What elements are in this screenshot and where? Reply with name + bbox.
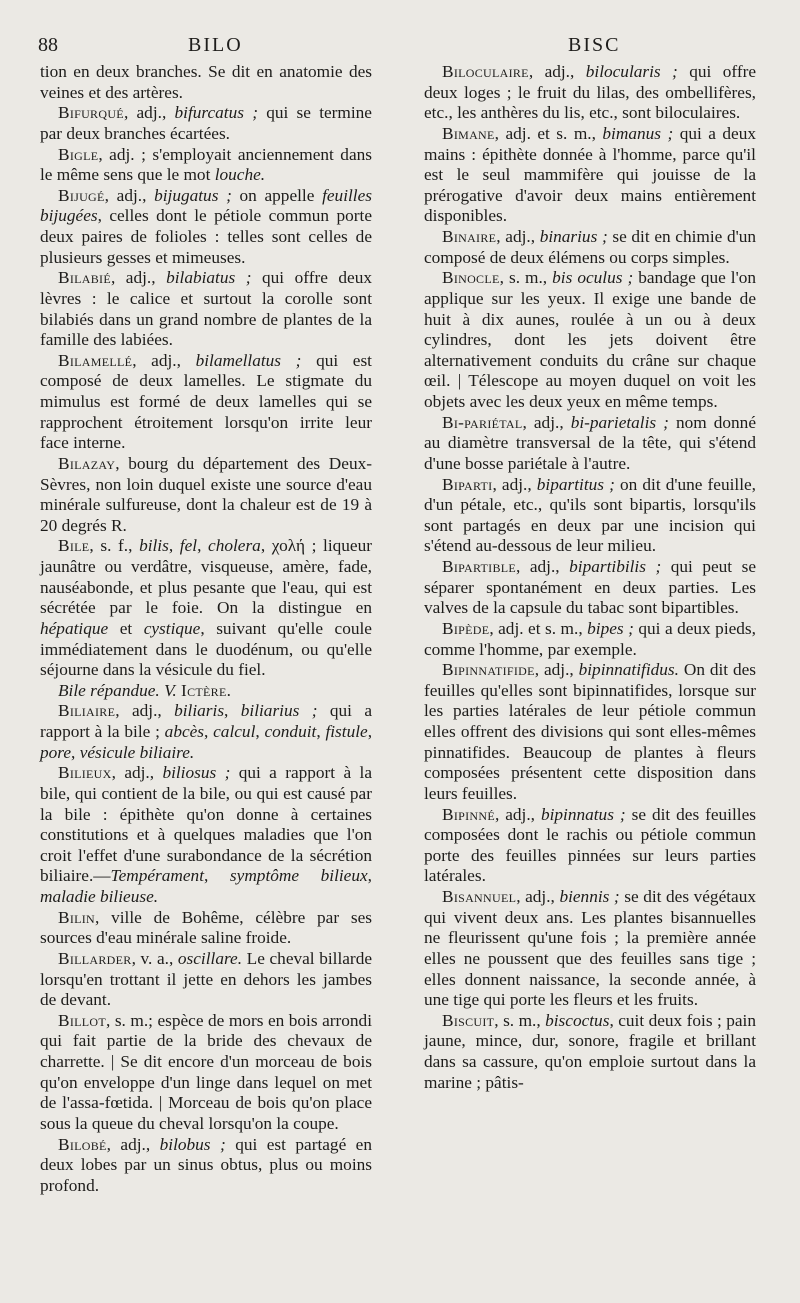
- entry-headword: Billarder: [58, 948, 132, 968]
- entry-italic-text: fel: [179, 536, 198, 556]
- entry-text: ,: [255, 722, 265, 741]
- entry-italic-text: bifurcatus ;: [174, 103, 258, 123]
- entry-italic-text: louche.: [214, 165, 266, 185]
- entry-headword: Bilazay: [58, 453, 116, 473]
- dictionary-entry: [424, 124, 756, 227]
- entry-text: , adj. et s. m.,: [489, 618, 588, 638]
- dictionary-entry: [424, 268, 756, 412]
- entry-italic-text: bilocularis ;: [585, 62, 678, 81]
- entry-headword: Bijugé: [58, 185, 105, 205]
- entry-headword: Binocle: [442, 268, 500, 288]
- entry-text: , adj.,: [522, 412, 571, 432]
- entry-italic-text: bipes ;: [587, 618, 634, 638]
- page-header: [0, 34, 800, 60]
- entry-text: qui a rapport à la bile, qui contient de la bile, ou qui est causé par la bile : épithète qu'on donne à certaines constitutions et à quelques maladies que l'on croit l'effet d'une surabondance de la sécrétion biliaire.—: [40, 763, 372, 886]
- entry-text: se dit des feuilles composées dont le rachis ou pétiole commun porte des feuilles pinnées sur leurs parties latérales.: [424, 804, 756, 886]
- entry-text: qui a rapport à la bile ;: [40, 701, 373, 741]
- entry-italic-text: bimanus ;: [602, 123, 674, 143]
- entry-italic-text: binarius ;: [539, 227, 608, 246]
- entry-text: ,: [197, 536, 209, 556]
- entry-text: tion en deux branches. Se dit en anatomie des veines et des artères.: [40, 62, 372, 102]
- entry-text: , adj.,: [106, 1134, 160, 1154]
- entry-text: qui offre deux lèvres : le calice et surtout la corolle sont bilabiés dans un grand nombre de plantes de la famille des labiées.: [40, 268, 373, 350]
- entry-italic-text: bi-parietalis ;: [570, 412, 669, 432]
- entry-text: , cuit deux fois ; pain jaune, mince, dur, sonore, fragile et brillant dans sa cassure, qu'on emploie surtout dans la marine ; pâtis-: [424, 1010, 756, 1092]
- entry-italic-text: feuilles bijugées: [40, 185, 372, 226]
- entry-text: , celles dont le pétiole commun porte deux paires de folioles : telles sont celles de plusieurs gesses et mimeuses.: [40, 206, 372, 267]
- dictionary-entry: [40, 1135, 372, 1197]
- entry-headword: Binaire: [442, 227, 497, 246]
- entry-text: , s. f.,: [89, 536, 140, 556]
- entry-italic-text: abcès: [164, 722, 205, 741]
- entry-headword: Bipède: [442, 618, 490, 638]
- dictionary-entry: [424, 557, 756, 619]
- entry-italic-text: bilamellatus ;: [195, 350, 302, 370]
- entry-headword: Bipinné: [442, 804, 495, 824]
- page-number: 88: [38, 34, 58, 56]
- dictionary-entry: [424, 887, 756, 1011]
- entry-headword: Bisannuel: [442, 887, 517, 906]
- entry-text: ,: [168, 536, 180, 556]
- dictionary-entry: [40, 62, 372, 103]
- entry-text: nom donné au diamètre transversal de la tête, qui s'étend d'une bosse pariétale à l'autre.: [424, 412, 756, 473]
- dictionary-entry: [40, 949, 372, 1011]
- entry-headword: Bipinnatifide: [442, 660, 535, 680]
- entry-italic-text: bipinnatus ;: [540, 804, 626, 824]
- entry-italic-text: vésicule biliaire.: [79, 742, 195, 762]
- dictionary-entry: [40, 701, 372, 763]
- entry-text: , adj.,: [516, 557, 570, 576]
- entry-headword: Bilieux: [58, 763, 112, 783]
- entry-headword: Bilabié: [58, 268, 111, 288]
- entry-headword: Bi-pariétal: [442, 412, 523, 432]
- entry-italic-text: bilabiatus ;: [166, 268, 252, 288]
- dictionary-entry: [40, 681, 372, 702]
- entry-headword: Bifurqué: [58, 103, 124, 123]
- entry-headword: Bile: [58, 536, 90, 556]
- entry-text: , s. m.; espèce de mors en bois arrondi qui fait partie de la bride des chevaux de charrette. | Se dit encore d'un morceau de bois qu'on enveloppe d'un linge dans lequel on met de l'assa-fœtida. | Morceau de bois qu'on place sous la queue du cheval lorsqu'on la coupe.: [40, 1010, 372, 1133]
- entry-headword: Biloculaire: [442, 62, 529, 81]
- entry-headword: Bipartible: [442, 557, 517, 576]
- entry-text: , adj.,: [494, 804, 541, 824]
- entry-headword: Bimane: [442, 123, 495, 143]
- entry-text: , adj.,: [492, 474, 537, 494]
- entry-italic-text: fistule: [325, 722, 368, 741]
- entry-text: qui a deux pieds, comme l'homme, par exemple.: [424, 618, 756, 659]
- dictionary-entry: [40, 908, 372, 949]
- dictionary-entry: [40, 186, 372, 269]
- entry-italic-text: maladie bilieuse.: [40, 887, 159, 906]
- entry-headword: Bigle: [58, 144, 99, 164]
- entry-text: , bourg du département des Deux-Sèvres, non loin duquel existe une source d'eau minérale sulfureuse, dont la chaleur est de 19 à 20 degrés R.: [40, 453, 372, 535]
- entry-italic-text: bipartitus ;: [536, 474, 615, 494]
- entry-text: , adj. et s. m.,: [494, 123, 603, 143]
- entry-text: , adj. ; s'employait anciennement dans le même sens que le mot: [40, 144, 372, 185]
- entry-text: qui est partagé en deux lobes par un sinus obtus, plus ou moins profond.: [40, 1134, 372, 1195]
- entry-headword: Billot: [58, 1010, 106, 1030]
- entry-text: , adj.,: [115, 701, 175, 721]
- entry-text: , adj.,: [110, 268, 167, 288]
- entry-italic-text: bis oculus ;: [552, 268, 634, 288]
- entry-headword: Bilobé: [58, 1134, 107, 1154]
- entry-italic-text: bilobus ;: [159, 1134, 226, 1154]
- entry-italic-text: bipinnatifidus.: [578, 660, 679, 680]
- entry-text: , χολή ; liqueur jaunâtre ou verdâtre, visqueuse, amère, fade, nauséabonde, et plus pesante que l'eau, qui est sécrétée par le foie. On la distingue en: [40, 536, 372, 618]
- dictionary-entry: [424, 660, 756, 804]
- entry-text: on appelle: [231, 185, 323, 205]
- entry-text: ,: [367, 722, 373, 741]
- entry-headword: Biparti: [442, 474, 493, 494]
- entry-italic-text: Tempérament: [110, 866, 204, 886]
- entry-text: ,: [204, 722, 214, 741]
- entry-text: , adj.,: [104, 185, 155, 205]
- entry-headword: Ictère.: [181, 680, 232, 700]
- dictionary-entry: [424, 619, 756, 660]
- entry-italic-text: calcul: [213, 722, 256, 741]
- entry-italic-text: symptôme bilieux: [229, 866, 368, 886]
- dictionary-entry: [40, 145, 372, 186]
- dictionary-entry: [424, 805, 756, 888]
- entry-headword: Bilin: [58, 907, 96, 927]
- entry-headword: Biscuit: [442, 1010, 495, 1030]
- running-head-right: BISC: [568, 34, 621, 56]
- dictionary-entry: [40, 1011, 372, 1135]
- entry-text: , adj.,: [534, 660, 579, 680]
- entry-text: qui se termine par deux branches écartées.: [40, 103, 372, 143]
- entry-italic-text: biliosus ;: [162, 763, 231, 783]
- entry-headword: Biliaire: [58, 701, 116, 721]
- entry-text: se dit en chimie d'un composé de deux élémens ou corps simples.: [424, 227, 756, 267]
- entry-text: , ville de Bohême, célèbre par ses sources d'eau minérale saline froide.: [40, 907, 372, 948]
- dictionary-entry: [40, 536, 372, 680]
- running-head-left: BILO: [188, 34, 243, 56]
- dictionary-entry: [40, 454, 372, 537]
- entry-text: , adj.,: [123, 103, 175, 123]
- entry-text: qui est composé de deux lamelles. Le stigmate du mimulus est formé de deux lamelles qui se rapprochent étroitement lorsqu'on irrite leur face interne.: [40, 350, 372, 453]
- entry-italic-text: biscoctus: [545, 1010, 610, 1030]
- entry-text: Le cheval billarde lorsqu'en trottant il jette en dehors les jambes de devant.: [40, 948, 372, 1010]
- entry-italic-text: pore: [40, 742, 72, 762]
- entry-text: ,: [71, 742, 80, 762]
- entry-italic-text: biliarius ;: [240, 701, 318, 721]
- left-column: [40, 62, 372, 1196]
- entry-italic-text: biennis ;: [559, 887, 620, 906]
- entry-italic-text: conduit: [264, 722, 317, 741]
- entry-italic-text: cholera: [208, 536, 261, 556]
- entry-text: , adj.,: [516, 887, 560, 906]
- entry-italic-text: cystique: [143, 618, 201, 638]
- entry-italic-text: V.: [159, 680, 182, 700]
- dictionary-entry: [424, 413, 756, 475]
- entry-text: ,: [204, 866, 230, 886]
- entry-text: et: [108, 618, 144, 638]
- entry-text: qui offre deux loges ; le fruit du lilas, des ombellifères, etc., les anthères du lis, etc., sont biloculaires.: [424, 62, 756, 123]
- entry-text: ,: [316, 722, 326, 741]
- dictionary-entry: [424, 227, 756, 268]
- entry-italic-text: biliaris: [174, 701, 225, 721]
- entry-text: , adj.,: [111, 763, 163, 783]
- entry-italic-text: bijugatus ;: [154, 185, 232, 205]
- entry-italic-text: bilis: [139, 536, 169, 556]
- entry-text: , adj.,: [496, 227, 540, 246]
- entry-text: qui peut se séparer spontanément en deux parties. Les valves de la capsule du tabac sont bipartibles.: [424, 557, 756, 618]
- entry-text: , suivant qu'elle coule immédiatement dans le duodénum, ou qu'elle séjourne dans la vésicule du fiel.: [40, 618, 372, 680]
- entry-text: qui a deux mains : épithète donnée à l'homme, parce qu'il est le seul mammifère qui jouisse de la prérogative d'avoir deux mains entièrement disponibles.: [424, 123, 756, 226]
- right-column: [424, 62, 756, 1093]
- dictionary-entry: [40, 268, 372, 351]
- dictionary-entry: [424, 475, 756, 558]
- entry-text: , adj.,: [528, 62, 586, 81]
- entry-italic-text: hépatique: [40, 618, 109, 638]
- entry-text: se dit des végétaux qui vivent deux ans. Les plantes bisannuelles ne fleurissent qu'une fois ; la première année elles ne poussent que des feuilles sans tige ; elles donnent naissance, la seconde année, à une tige qui porte les fleurs et les fruits.: [424, 887, 756, 1010]
- dictionary-entry: [424, 62, 756, 124]
- entry-text: On dit des feuilles qu'elles sont bipinnatifides, lorsque sur les parties latérales de leur pétiole commun elles offrent des divisions qui sont elles-mêmes pinnatifides. Beaucoup de plantes à fleurs composées présentent cette disposition dans leurs feuilles.: [424, 660, 756, 803]
- dictionary-entry: [424, 1011, 756, 1094]
- entry-text: ,: [367, 866, 372, 886]
- dictionary-entry: [40, 103, 372, 144]
- entry-italic-text: bipartibilis ;: [569, 557, 662, 576]
- entry-text: , s. m.,: [494, 1010, 546, 1030]
- entry-headword: Bilamellé: [58, 350, 133, 370]
- entry-text: , s. m.,: [499, 268, 553, 288]
- entry-italic-text: Bile répandue.: [58, 680, 160, 700]
- entry-text: , v. a.,: [131, 948, 178, 968]
- entry-text: ,: [224, 701, 241, 721]
- entry-text: bandage que l'on applique sur les yeux. Il exige une bande de huit à dix aunes, roulée à un ou à deux cylindres, dont les jets doivent être alternativement conduits du crâne sur chaque œil. | Télescope au moyen duquel on voit les objets avec les deux yeux en même temps.: [424, 268, 756, 411]
- entry-text: on dit d'une feuille, d'un pétale, etc., qu'ils sont bipartis, lorsqu'ils sont partagés en deux par une incision qui s'étend au-dessous de leur milieu.: [424, 474, 756, 556]
- entry-italic-text: oscillare.: [177, 948, 243, 968]
- dictionary-entry: [40, 763, 372, 907]
- entry-text: , adj.,: [132, 350, 196, 370]
- dictionary-entry: [40, 351, 372, 454]
